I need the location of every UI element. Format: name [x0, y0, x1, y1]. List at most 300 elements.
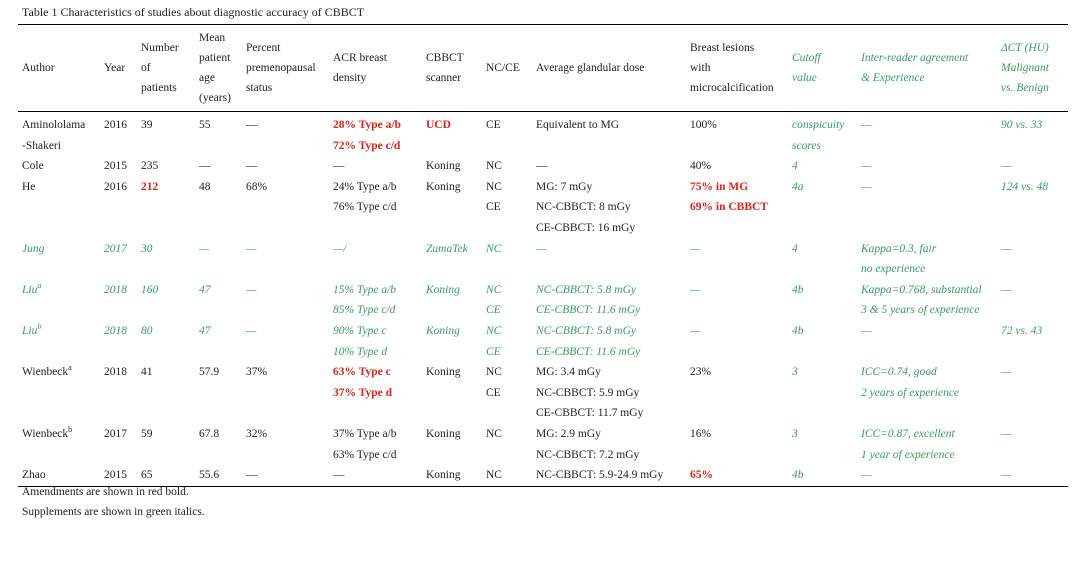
- table-cell: [137, 239, 195, 280]
- cell-line: [104, 156, 133, 177]
- cell-text: 55: [199, 119, 211, 131]
- table-cell: [329, 424, 422, 465]
- cell-line: [333, 300, 418, 321]
- cell-line: [536, 177, 682, 198]
- cell-text: Koning: [426, 427, 461, 440]
- cell-text: 124 vs. 48: [1001, 180, 1048, 193]
- table-cell: [788, 177, 857, 239]
- table-cell: [18, 321, 100, 362]
- cell-line: [333, 465, 418, 486]
- cell-line: [426, 177, 478, 198]
- cell-line: [690, 239, 784, 260]
- table-cell: [137, 321, 195, 362]
- cell-text: Koning: [426, 283, 460, 296]
- column-header: [329, 25, 422, 112]
- table-cell: [242, 112, 329, 157]
- column-header-line: premenopausal: [246, 62, 316, 74]
- table-row: [18, 321, 1068, 362]
- cell-text: 3: [792, 366, 798, 379]
- cell-line: [486, 342, 528, 363]
- cell-text: NC-CBBCT: 5.9-24.9 mGy: [536, 469, 664, 482]
- cell-line: [199, 424, 238, 445]
- cell-line: [861, 177, 993, 198]
- cell-text: 1 year of experience: [861, 448, 955, 461]
- column-header-line: Malignant: [1001, 62, 1049, 74]
- table-cell: [18, 112, 100, 157]
- table-body: [18, 112, 1068, 487]
- column-header-line: microcalcification: [690, 82, 774, 94]
- cell-line: [792, 424, 853, 445]
- cell-line: [486, 383, 528, 404]
- cell-line: [1001, 177, 1064, 198]
- cell-line: [426, 465, 478, 486]
- table-cell: [100, 465, 137, 486]
- cell-line: [141, 156, 191, 177]
- cell-line: [333, 177, 418, 198]
- cell-line: [861, 362, 993, 383]
- table-cell: [422, 239, 482, 280]
- table-cell: [100, 424, 137, 465]
- table-cell: [242, 321, 329, 362]
- column-header-line: vs. Benign: [1001, 82, 1049, 94]
- table-cell: [482, 280, 532, 321]
- table-row: [18, 362, 1068, 424]
- cell-text: NC: [486, 180, 502, 193]
- cell-text: -Shakeri: [22, 139, 61, 152]
- cell-text: 69% in CBBCT: [690, 201, 768, 214]
- table-cell: [137, 362, 195, 424]
- cell-text: 2018: [104, 366, 127, 379]
- cell-line: [1001, 280, 1064, 301]
- cell-text: 100%: [690, 119, 717, 131]
- cell-line: [861, 321, 993, 342]
- cell-text: CE: [486, 201, 501, 214]
- cell-text: —: [199, 242, 210, 255]
- cell-text: ZumaTek: [426, 242, 468, 255]
- cell-line: [22, 156, 96, 177]
- cell-line: [690, 465, 784, 486]
- cell-text: 65: [141, 469, 153, 482]
- table-cell: [997, 112, 1068, 157]
- cell-text: Koning: [426, 324, 460, 337]
- cell-text: 75% in MG: [690, 180, 749, 193]
- cell-text: NC-CBBCT: 7.2 mGy: [536, 448, 640, 461]
- footnote: Supplements are shown in green italics.: [22, 506, 205, 518]
- cell-text: 28% Type a/b: [333, 119, 401, 131]
- cell-text: CE: [486, 119, 501, 131]
- cell-line: [1001, 424, 1064, 445]
- table-cell: [422, 280, 482, 321]
- table-cell: [857, 465, 997, 486]
- cell-text: CE-CBBCT: 11.6 mGy: [536, 345, 641, 358]
- cell-line: [792, 465, 853, 486]
- table-cell: [18, 424, 100, 465]
- cell-text: —: [246, 119, 258, 131]
- column-header-line: Average glandular dose: [536, 62, 645, 74]
- cell-text: 68%: [246, 180, 268, 193]
- table-cell: [18, 280, 100, 321]
- cell-text: Kappa=0.3, fair: [861, 242, 937, 255]
- table-cell: [686, 465, 788, 486]
- cell-text: 24% Type a/b: [333, 180, 397, 193]
- table-cell: [100, 321, 137, 362]
- cell-text: 37% Type d: [333, 386, 393, 399]
- column-header: [482, 25, 532, 112]
- column-header-line: ACR breast: [333, 52, 387, 64]
- cell-line: [199, 280, 238, 301]
- table-cell: [788, 465, 857, 486]
- table-cell: [532, 177, 686, 239]
- cell-line: [104, 115, 133, 136]
- cell-text: scores: [792, 139, 821, 152]
- cell-line: [536, 239, 682, 260]
- cell-text: NC-CBBCT: 5.8 mGy: [536, 283, 636, 296]
- cell-text: —: [690, 283, 701, 296]
- cell-text: 57.9: [199, 366, 220, 379]
- cell-text: 212: [141, 180, 159, 193]
- cell-line: [486, 239, 528, 260]
- cell-text: 2017: [104, 242, 127, 255]
- cell-text: Koning: [426, 180, 461, 193]
- cell-text: Aminololama: [22, 119, 86, 131]
- cell-line: [1001, 239, 1064, 260]
- cell-line: [1001, 115, 1064, 136]
- table-cell: [422, 362, 482, 424]
- table-row: [18, 465, 1068, 486]
- cell-text: —: [536, 160, 548, 173]
- table-row: [18, 424, 1068, 465]
- cell-line: [199, 465, 238, 486]
- cell-text: —: [861, 180, 872, 193]
- cell-text: 90 vs. 33: [1001, 119, 1043, 131]
- cell-line: [141, 239, 191, 260]
- table-cell: [788, 321, 857, 362]
- table-cell: [482, 112, 532, 157]
- cell-line: [141, 424, 191, 445]
- cell-text: —: [1001, 469, 1012, 482]
- cell-text: UCD: [426, 119, 451, 131]
- cell-line: [861, 259, 993, 280]
- cell-text: MG: 3.4 mGy: [536, 366, 601, 379]
- table-cell: [788, 156, 857, 177]
- cell-text: —: [246, 283, 257, 296]
- cell-line: [333, 424, 418, 445]
- cell-text: Jung: [22, 242, 45, 255]
- table-cell: [482, 321, 532, 362]
- cell-text: 4: [792, 242, 798, 255]
- column-header-line: Year: [104, 62, 126, 74]
- cell-text: Liu: [22, 283, 38, 296]
- table-cell: [686, 239, 788, 280]
- cell-line: [792, 136, 853, 157]
- table-cell: [422, 112, 482, 157]
- cell-line: [1001, 465, 1064, 486]
- cell-line: [104, 280, 133, 301]
- cell-line: [246, 177, 325, 198]
- cell-text: 2016: [104, 180, 127, 193]
- cell-line: [486, 115, 528, 136]
- cell-line: [486, 321, 528, 342]
- footnote: Amendments are shown in red bold.: [22, 486, 189, 498]
- cell-superscript: a: [37, 280, 42, 290]
- table-cell: [482, 156, 532, 177]
- cell-line: [141, 321, 191, 342]
- cell-superscript: a: [68, 363, 72, 373]
- characteristics-table: [18, 24, 1068, 487]
- cell-line: [426, 362, 478, 383]
- cell-text: 4b: [792, 469, 804, 482]
- cell-line: [333, 115, 418, 136]
- cell-text: —: [536, 242, 547, 255]
- cell-text: 55.6: [199, 469, 220, 482]
- table-cell: [482, 465, 532, 486]
- table-cell: [857, 239, 997, 280]
- cell-text: no experience: [861, 263, 926, 276]
- cell-text: —: [690, 242, 701, 255]
- table-cell: [482, 239, 532, 280]
- table-cell: [242, 239, 329, 280]
- cell-text: 15% Type a/b: [333, 283, 397, 296]
- table-row: [18, 239, 1068, 280]
- cell-line: [333, 362, 418, 383]
- table-cell: [532, 280, 686, 321]
- cell-text: 160: [141, 283, 159, 296]
- cell-text: NC-CBBCT: 8 mGy: [536, 201, 631, 214]
- cell-superscript: b: [37, 322, 42, 332]
- cell-line: [861, 115, 993, 136]
- cell-line: [861, 445, 993, 466]
- cell-line: [690, 424, 784, 445]
- cell-line: [199, 362, 238, 383]
- column-header: [195, 25, 242, 112]
- column-header-line: ΔCT (HU): [1001, 42, 1049, 54]
- cell-line: [690, 177, 784, 198]
- column-header-line: Percent: [246, 42, 281, 54]
- table-cell: [329, 177, 422, 239]
- cell-line: [486, 465, 528, 486]
- table-cell: [532, 424, 686, 465]
- table-cell: [857, 321, 997, 362]
- table-cell: [18, 177, 100, 239]
- cell-text: NC: [486, 160, 502, 173]
- cell-text: NC-CBBCT: 5.8 mGy: [536, 324, 636, 337]
- cell-text: Koning: [426, 469, 461, 482]
- cell-text: 23%: [690, 366, 712, 379]
- column-header: [242, 25, 329, 112]
- table-cell: [195, 321, 242, 362]
- cell-line: [246, 115, 325, 136]
- cell-line: [141, 280, 191, 301]
- column-header: [422, 25, 482, 112]
- table-cell: [788, 280, 857, 321]
- cell-line: [536, 115, 682, 136]
- cell-line: [333, 445, 418, 466]
- table-cell: [329, 280, 422, 321]
- column-header-line: Mean: [199, 32, 226, 44]
- cell-text: —: [246, 242, 257, 255]
- cell-line: [861, 300, 993, 321]
- cell-text: 16%: [690, 427, 712, 440]
- cell-text: 90% Type c: [333, 324, 387, 337]
- table-cell: [857, 112, 997, 157]
- column-header-line: status: [246, 82, 273, 94]
- table-row: [18, 177, 1068, 239]
- cell-text: Zhao: [22, 469, 46, 482]
- cell-text: ICC=0.74, good: [861, 366, 937, 379]
- cell-line: [246, 239, 325, 260]
- cell-text: Koning: [426, 160, 461, 173]
- table-cell: [997, 177, 1068, 239]
- cell-line: [861, 280, 993, 301]
- cell-line: [536, 362, 682, 383]
- column-header: [686, 25, 788, 112]
- cell-line: [486, 156, 528, 177]
- table-cell: [329, 156, 422, 177]
- cell-text: conspicuity: [792, 119, 845, 131]
- cell-text: CE-CBBCT: 11.7 mGy: [536, 407, 644, 420]
- cell-text: —: [1001, 427, 1012, 440]
- cell-text: 2 years of experience: [861, 386, 960, 399]
- cell-text: —: [333, 160, 345, 173]
- table-cell: [329, 465, 422, 486]
- column-header-line: NC/CE: [486, 62, 520, 74]
- cell-line: [861, 383, 993, 404]
- column-header-line: Breast lesions: [690, 42, 755, 54]
- cell-text: —: [1001, 242, 1012, 255]
- table-cell: [195, 424, 242, 465]
- cell-text: —: [246, 324, 257, 337]
- table-cell: [422, 321, 482, 362]
- cell-text: —: [1001, 160, 1012, 173]
- cell-line: [1001, 156, 1064, 177]
- table-cell: [195, 156, 242, 177]
- cell-line: [199, 156, 238, 177]
- table-cell: [329, 362, 422, 424]
- cell-line: [536, 197, 682, 218]
- cell-text: Liu: [22, 324, 38, 337]
- table-cell: [997, 239, 1068, 280]
- cell-line: [690, 115, 784, 136]
- column-header-line: patients: [141, 82, 177, 94]
- column-header-line: Cutoff: [792, 52, 821, 64]
- cell-line: [333, 239, 418, 260]
- column-header: [137, 25, 195, 112]
- cell-line: [199, 321, 238, 342]
- cell-line: [426, 115, 478, 136]
- table-row: [18, 280, 1068, 321]
- table-cell: [997, 362, 1068, 424]
- cell-text: 76% Type c/d: [333, 201, 397, 214]
- cell-line: [22, 424, 96, 445]
- cell-line: [536, 218, 682, 239]
- cell-text: 63% Type c: [333, 366, 391, 379]
- cell-text: 4a: [792, 180, 804, 193]
- table-cell: [788, 362, 857, 424]
- column-header-line: Number: [141, 42, 179, 54]
- table-cell: [137, 156, 195, 177]
- table-cell: [100, 177, 137, 239]
- cell-line: [141, 115, 191, 136]
- column-header-line: density: [333, 72, 367, 84]
- cell-line: [199, 239, 238, 260]
- cell-text: 65%: [690, 469, 713, 482]
- table-cell: [100, 280, 137, 321]
- table-cell: [686, 280, 788, 321]
- table-cell: [532, 321, 686, 362]
- table-cell: [422, 465, 482, 486]
- cell-text: —: [1001, 366, 1012, 379]
- cell-line: [792, 177, 853, 198]
- cell-line: [333, 342, 418, 363]
- cell-line: [141, 177, 191, 198]
- cell-line: [22, 362, 96, 383]
- table-cell: [686, 362, 788, 424]
- cell-text: 37%: [246, 366, 268, 379]
- table-cell: [997, 424, 1068, 465]
- column-header-line: (years): [199, 92, 231, 104]
- column-header: [532, 25, 686, 112]
- table-cell: [788, 112, 857, 157]
- cell-text: Wienbeck: [22, 366, 69, 379]
- cell-text: NC: [486, 324, 502, 337]
- cell-text: —/: [333, 242, 347, 255]
- cell-text: 72 vs. 43: [1001, 324, 1043, 337]
- cell-line: [104, 424, 133, 445]
- cell-text: CE: [486, 304, 501, 317]
- cell-line: [690, 280, 784, 301]
- table-caption: Table 1 Characteristics of studies about diagnostic accuracy of CBBCT: [22, 5, 365, 19]
- cell-line: [246, 465, 325, 486]
- cell-text: 41: [141, 366, 153, 379]
- cell-superscript: b: [68, 425, 73, 435]
- cell-text: CE: [486, 345, 501, 358]
- cell-text: 32%: [246, 427, 268, 440]
- cell-text: —: [861, 469, 872, 482]
- table-cell: [242, 156, 329, 177]
- cell-text: 235: [141, 160, 159, 173]
- table-row: [18, 112, 1068, 157]
- cell-line: [104, 362, 133, 383]
- table-cell: [788, 424, 857, 465]
- cell-line: [486, 300, 528, 321]
- table-cell: [997, 280, 1068, 321]
- table-cell: [329, 239, 422, 280]
- cell-text: 85% Type c/d: [333, 304, 396, 317]
- cell-line: [141, 362, 191, 383]
- header-row: [18, 25, 1068, 112]
- table-cell: [18, 465, 100, 486]
- cell-text: 3 & 5 years of experience: [861, 304, 980, 317]
- table-cell: [100, 362, 137, 424]
- column-header-line: Author: [22, 62, 55, 74]
- table-cell: [100, 156, 137, 177]
- table-cell: [422, 177, 482, 239]
- cell-line: [199, 115, 238, 136]
- cell-text: 10% Type d: [333, 345, 388, 358]
- cell-line: [333, 280, 418, 301]
- table-cell: [686, 321, 788, 362]
- table-cell: [857, 280, 997, 321]
- cell-text: 4: [792, 160, 798, 173]
- table-cell: [997, 156, 1068, 177]
- cell-line: [861, 465, 993, 486]
- table-cell: [532, 156, 686, 177]
- cell-line: [426, 321, 478, 342]
- table-cell: [242, 362, 329, 424]
- cell-line: [246, 156, 325, 177]
- cell-text: —: [861, 119, 872, 131]
- cell-text: 2018: [104, 283, 127, 296]
